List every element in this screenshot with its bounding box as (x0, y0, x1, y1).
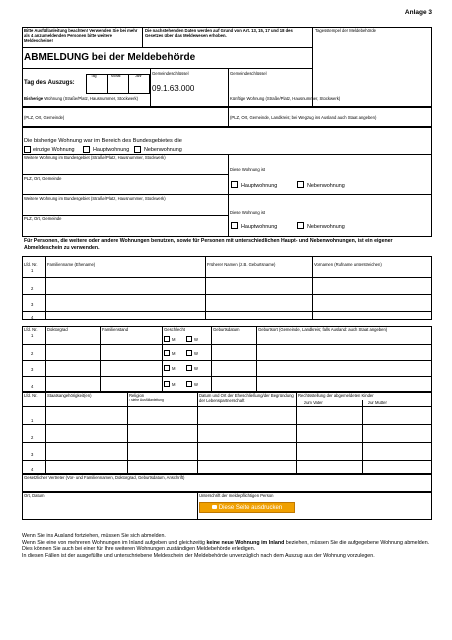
legal-text: Die nachstehenden Daten werden auf Grund von Art. 13, 15, 17 und 18 des Gesetzes über das Meldewesen erhoben. (145, 28, 293, 38)
zur-mutter-label: zur Mutter (368, 400, 387, 405)
staatsangehoerigkeit-label: Staatsangehörigkeit(en) (47, 393, 92, 398)
neben-label-1: Nebenwohnung (307, 183, 345, 189)
m-checkbox-1[interactable] (164, 336, 170, 342)
frueherer-name-label: Früherer Namen (z.B. Geburtsname) (207, 262, 276, 267)
row3-num-4: 4 (31, 467, 34, 472)
lfd-label-3: Lfd. Nr. (24, 393, 38, 398)
zum-vater-label: zum Vater (304, 400, 323, 405)
rechtsstellung-label: Rechtsstellung der abgemeldeten Kinder (298, 393, 374, 398)
m-label-4: M (172, 382, 176, 387)
haupt-checkbox-1[interactable] (231, 181, 238, 188)
m-label-2: M (172, 351, 176, 356)
row-num-4: 4 (31, 315, 34, 320)
date-tag-label: Tag (91, 74, 97, 78)
print-page-button[interactable] (199, 502, 295, 513)
w-checkbox-1[interactable] (186, 336, 192, 342)
anlage-label: Anlage 3 (404, 9, 432, 16)
weitere-wohnung-label-2: Weitere Wohnung im Bundesgebiet (Straße/Platz, Hausnummer, Stockwerk) (24, 196, 166, 201)
w-checkbox-2[interactable] (186, 350, 192, 356)
m-label-3: M (172, 366, 176, 371)
nebenwohnung-checkbox[interactable] (134, 146, 141, 153)
w-label-4: W (194, 382, 198, 387)
religion-label: Religion (129, 393, 145, 398)
neben-label-2: Nebenwohnung (307, 224, 345, 230)
familienname-label: Familienname (Ehename) (47, 262, 96, 267)
einzige-wohnung-checkbox[interactable] (24, 146, 31, 153)
w-checkbox-3[interactable] (186, 365, 192, 371)
gemeinde-value-1[interactable]: 09.1.63.000 (152, 84, 195, 93)
row3-num-3: 3 (31, 452, 34, 457)
geburtsort-label: Geburtsort (Gemeinde, Landkreis; falls Ausland: auch Staat angeben) (258, 327, 388, 332)
stamp-label: Tagesstempel der Meldebehörde (315, 28, 376, 33)
plz-label-4: PLZ, Ort, Gemeinde (24, 216, 62, 221)
lfd-label-2: Lfd. Nr. (24, 327, 38, 332)
persons-table-2 (22, 326, 432, 392)
religion-note: ¹ siehe Ausfüllanleitung (129, 398, 164, 402)
lfd-label-1: Lfd. Nr. (24, 262, 38, 267)
separate-form-notice: Für Personen, die weitere oder andere Wohnungen benutzen, sowie für Personen mit unterschiedlichen Haupt- und Nebenwohnungen, ist ein eigener Abmeldeschein zu verwenden. (24, 238, 393, 251)
diese-wohnung-label-2: Diese Wohnung ist (230, 210, 266, 215)
unterschrift-label: Unterschrift der meldepflichtigen Person (199, 493, 274, 498)
haupt-label-2: Hauptwohnung (241, 224, 278, 230)
diese-wohnung-label-1: Diese Wohnung ist (230, 167, 266, 172)
doktorgrad-label: Doktorgrad (47, 327, 68, 332)
neben-checkbox-1[interactable] (297, 181, 304, 188)
plz-label-1: (PLZ, Ort, Gemeinde) (24, 115, 65, 120)
footer-para-1: Wenn Sie ins Ausland fortziehen, müssen Sie sich abmelden. (22, 533, 166, 539)
vornamen-label: Vornamen (Rufname unterstreichen) (314, 262, 382, 267)
w-label-1: W (194, 337, 198, 342)
plz-label-3: PLZ, Ort, Gemeinde (24, 176, 62, 181)
printer-icon (212, 505, 217, 509)
w-label-3: W (194, 366, 198, 371)
prior-question: Die bisherige Wohnung war im Bereich des Bundesgebietes die (24, 138, 182, 144)
row-num-3: 3 (31, 302, 34, 307)
plz-label-2: (PLZ, Ort, Gemeinde, Landkreis; bei Wegzug ins Ausland auch Staat angeben) (230, 115, 377, 120)
nebenwohnung-label: Nebenwohnung (144, 147, 182, 153)
ort-datum-label: Ort, Datum (24, 493, 45, 498)
familienstand-label: Familienstand (102, 327, 129, 332)
geburtsdatum-label: Geburtsdatum (213, 327, 240, 332)
w-label-2: W (194, 351, 198, 356)
row-num-2: 2 (31, 286, 34, 291)
hauptwohnung-label: Hauptwohnung (93, 147, 130, 153)
hint-text: Bitte Ausfüllanleitung beachten! Verwenden Sie bei mehr als 4 anzumeldenden Personen bitte weitere Meldescheine! (24, 28, 138, 43)
m-checkbox-4[interactable] (164, 381, 170, 387)
footer-text (22, 533, 436, 559)
hauptwohnung-checkbox[interactable] (83, 146, 90, 153)
row-num-1: 1 (31, 268, 34, 273)
form-title: ABMELDUNG bei der Meldebehörde (24, 52, 196, 63)
geschlecht-label: Geschlecht (164, 327, 185, 332)
row2-num-4: 4 (31, 384, 34, 389)
haupt-checkbox-2[interactable] (231, 222, 238, 229)
m-label-1: M (172, 337, 176, 342)
row2-num-3: 3 (31, 367, 34, 372)
footer-para-2: Wenn Sie eine von mehreren Wohnungen im Inland aufgeben und gleichzeitig keine neue Wohnung im Inland beziehen, müssen Sie die aufgegebene Wohnung abmelden. Dies können Sie auch bei einer für Ihre weiteren Wohnungen zuständigen Meldebehörde erledigen. (22, 539, 430, 553)
haupt-label-1: Hauptwohnung (241, 183, 278, 189)
date-monat-label: Monat (111, 74, 121, 78)
m-checkbox-3[interactable] (164, 365, 170, 371)
einzige-wohnung-label: einzige Wohnung (33, 147, 75, 153)
gesetzlicher-vertreter-label: Gesetzlicher Vertreter (Vor- und Familiennamen, Doktorgrad, Geburtsdatum, Anschrift) (24, 475, 185, 480)
gemeinde-label-1: Gemeindeschlüssel (152, 71, 189, 76)
m-checkbox-2[interactable] (164, 350, 170, 356)
kuenftige-wohnung-label: Künftige Wohnung (Straße/Platz, Hausnummer, Stockwerk) (230, 96, 341, 101)
row2-num-1: 1 (31, 333, 34, 338)
bisherige-wohnung-label: Bisherige Wohnung (Straße/Platz, Hausnummer, Stockwerk) (24, 96, 138, 101)
ehe-label: Datum und Ort der Eheschließung/der Begründung der Lebenspartnerschaft (199, 393, 294, 403)
w-checkbox-4[interactable] (186, 381, 192, 387)
gemeinde-label-2: Gemeindeschlüssel (230, 71, 267, 76)
print-page-button-label: Diese Seite ausdrucken (218, 505, 283, 511)
date-jahr-label: Jahr (135, 74, 142, 78)
neben-checkbox-2[interactable] (297, 222, 304, 229)
row3-num-2: 2 (31, 435, 34, 440)
row3-num-1: 1 (31, 418, 34, 423)
row2-num-2: 2 (31, 351, 34, 356)
weitere-wohnung-label-1: Weitere Wohnung im Bundesgebiet (Straße/Platz, Hausnummer, Stockwerk) (24, 155, 166, 160)
date-label: Tag des Auszugs: (24, 80, 75, 86)
footer-para-3: In diesen Fällen ist der ausgefüllte und unterschriebene Meldeschein der Meldebehörde unverzüglich nach dem Auszug aus der Wohnung vorzulegen. (22, 552, 375, 559)
